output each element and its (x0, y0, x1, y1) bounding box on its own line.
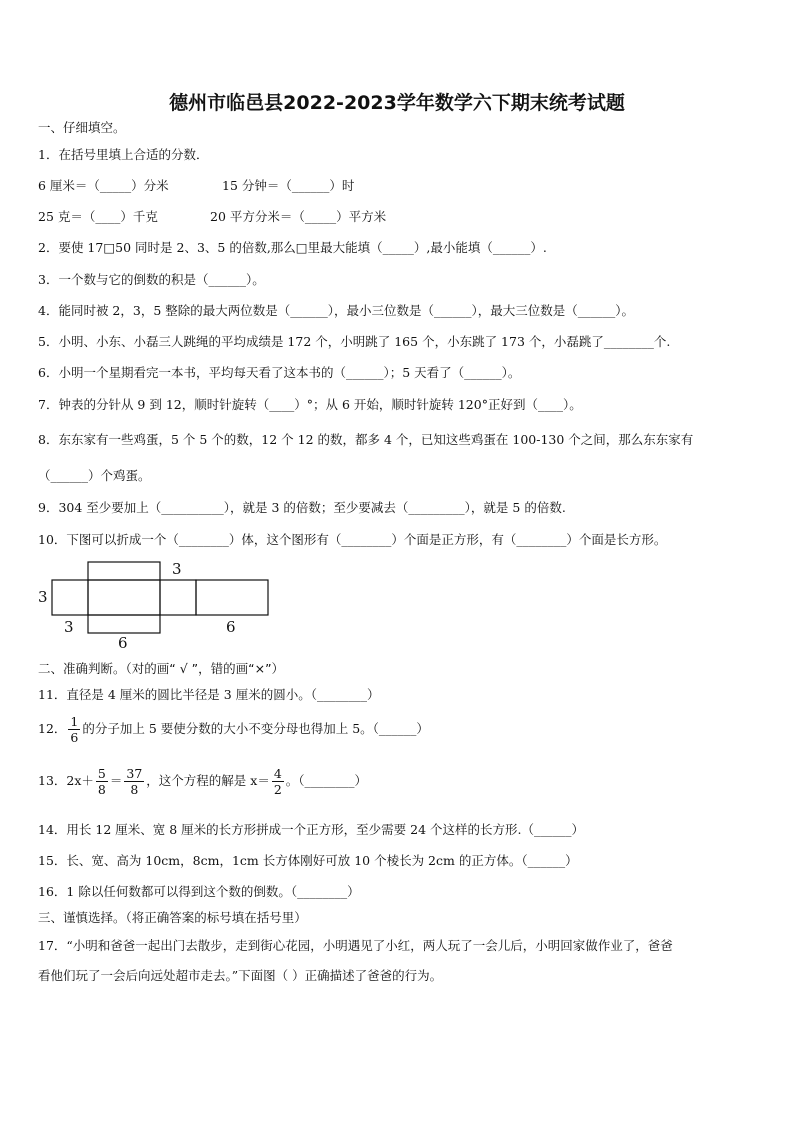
net-face-top (88, 562, 160, 580)
equals-sign: ＝ (109, 773, 123, 788)
net-face-left (52, 580, 88, 615)
fraction-denominator: 6 (70, 730, 79, 745)
question-14: 14．用长 12 厘米、宽 8 厘米的长方形拼成一个正方形，至少需要 24 个这样的长方形.（______） (38, 822, 584, 837)
fraction-five-eighths (96, 766, 108, 797)
question-17-line-1: 17．“小明和爸爸一起出门去散步，走到街心花园，小明遇见了小红，两人玩了一会儿后，小明回家做作业了，爸爸 (38, 938, 673, 953)
question-1d: 20 平方分米＝（_____）平方米 (210, 209, 387, 224)
net-label-left: 3 (38, 588, 48, 606)
net-face-bottom (88, 615, 160, 633)
section-heading-choose: 三、谨慎选择。（将正确答案的标号填在括号里） (38, 910, 307, 925)
question-2: 2．要使 17□50 同时是 2、3、5 的倍数,那么□里最大能填（_____）,最小能填（______）. (38, 240, 547, 255)
fraction-thirty-seven-eighths (124, 766, 144, 797)
fraction-denominator: 2 (273, 782, 282, 797)
question-9: 9．304 至少要加上（__________），就是 3 的倍数；至少要减去（_________），就是 5 的倍数. (38, 500, 566, 515)
fraction-numerator: 5 (97, 766, 106, 781)
question-1-heading: 1．在括号里填上合适的分数． (38, 147, 209, 162)
net-label-bottom-right: 6 (226, 618, 236, 636)
question-15: 15．长、宽、高为 10cm，8cm，1cm 长方体刚好可放 10 个棱长为 2cm 的正方体。（______） (38, 853, 578, 868)
net-label-bottom-left: 3 (64, 618, 74, 636)
question-12-number: 12． (38, 721, 67, 736)
section-heading-judge: 二、准确判断。（对的画“ √ ”，错的画“×”） (38, 661, 285, 676)
fraction-four-halves (272, 766, 284, 797)
question-8-line-2: （______）个鸡蛋。 (38, 468, 151, 483)
cuboid-net-figure (36, 560, 276, 652)
fraction-denominator: 8 (97, 782, 106, 797)
question-17-line-2: 看他们玩了一会后向远处超市走去。”下面图（ ）正确描述了爸爸的行为。 (38, 968, 443, 983)
fraction-numerator: 4 (273, 766, 282, 781)
question-13 (38, 766, 367, 797)
page-title: 德州市临邑县2022-2023学年数学六下期末统考试题 (169, 92, 625, 114)
fraction-denominator: 8 (130, 782, 139, 797)
question-11: 11．直径是 4 厘米的圆比半径是 3 厘米的圆小。（________） (38, 687, 380, 702)
net-face-back (196, 580, 268, 615)
question-10: 10．下图可以折成一个（________）体，这个图形有（________）个面是正方形，有（________）个面是长方形。 (38, 532, 667, 547)
question-1a: 6 厘米＝（_____）分米 (38, 178, 169, 193)
question-13-answer: 。（________） (285, 773, 368, 788)
question-7: 7．钟表的分针从 9 到 12，顺时针旋转（____）°；从 6 开始，顺时针旋转 120°正好到（____）。 (38, 397, 582, 412)
net-label-top: 3 (172, 560, 182, 578)
question-3: 3．一个数与它的倒数的积是（______）。 (38, 272, 265, 287)
net-face-right (160, 580, 196, 615)
fraction-numerator: 37 (126, 766, 143, 781)
net-face-front (88, 580, 160, 615)
question-6: 6．小明一个星期看完一本书，平均每天看了这本书的（______）；5 天看了（______）。 (38, 365, 521, 380)
cuboid-net-drawing (36, 560, 276, 652)
question-1b: 15 分钟＝（______）时 (222, 178, 355, 193)
question-13-number: 13．2x＋ (38, 773, 94, 788)
fraction-one-sixth (68, 714, 80, 745)
question-12-text: 的分子加上 5 要使分数的大小不变分母也得加上 5。（______） (82, 721, 429, 736)
question-13-text: ，这个方程的解是 x＝ (146, 773, 270, 788)
question-8-line-1: 8．东东家有一些鸡蛋，5 个 5 个的数，12 个 12 的数，都多 4 个，已知这些鸡蛋在 100-130 个之间，那么东东家有 (38, 432, 694, 447)
question-16: 16．1 除以任何数都可以得到这个数的倒数。（________） (38, 884, 360, 899)
question-5: 5．小明、小东、小磊三人跳绳的平均成绩是 172 个，小明跳了 165 个，小东跳了 173 个，小磊跳了________个. (38, 334, 671, 349)
question-1c: 25 克＝（____）千克 (38, 209, 158, 224)
question-12 (38, 714, 429, 745)
net-label-bottom-mid: 6 (118, 634, 128, 652)
fraction-numerator: 1 (70, 714, 79, 729)
section-heading-fill-in: 一、仔细填空。 (38, 120, 126, 135)
question-4: 4．能同时被 2，3，5 整除的最大两位数是（______），最小三位数是（______），最大三位数是（______）。 (38, 303, 635, 318)
